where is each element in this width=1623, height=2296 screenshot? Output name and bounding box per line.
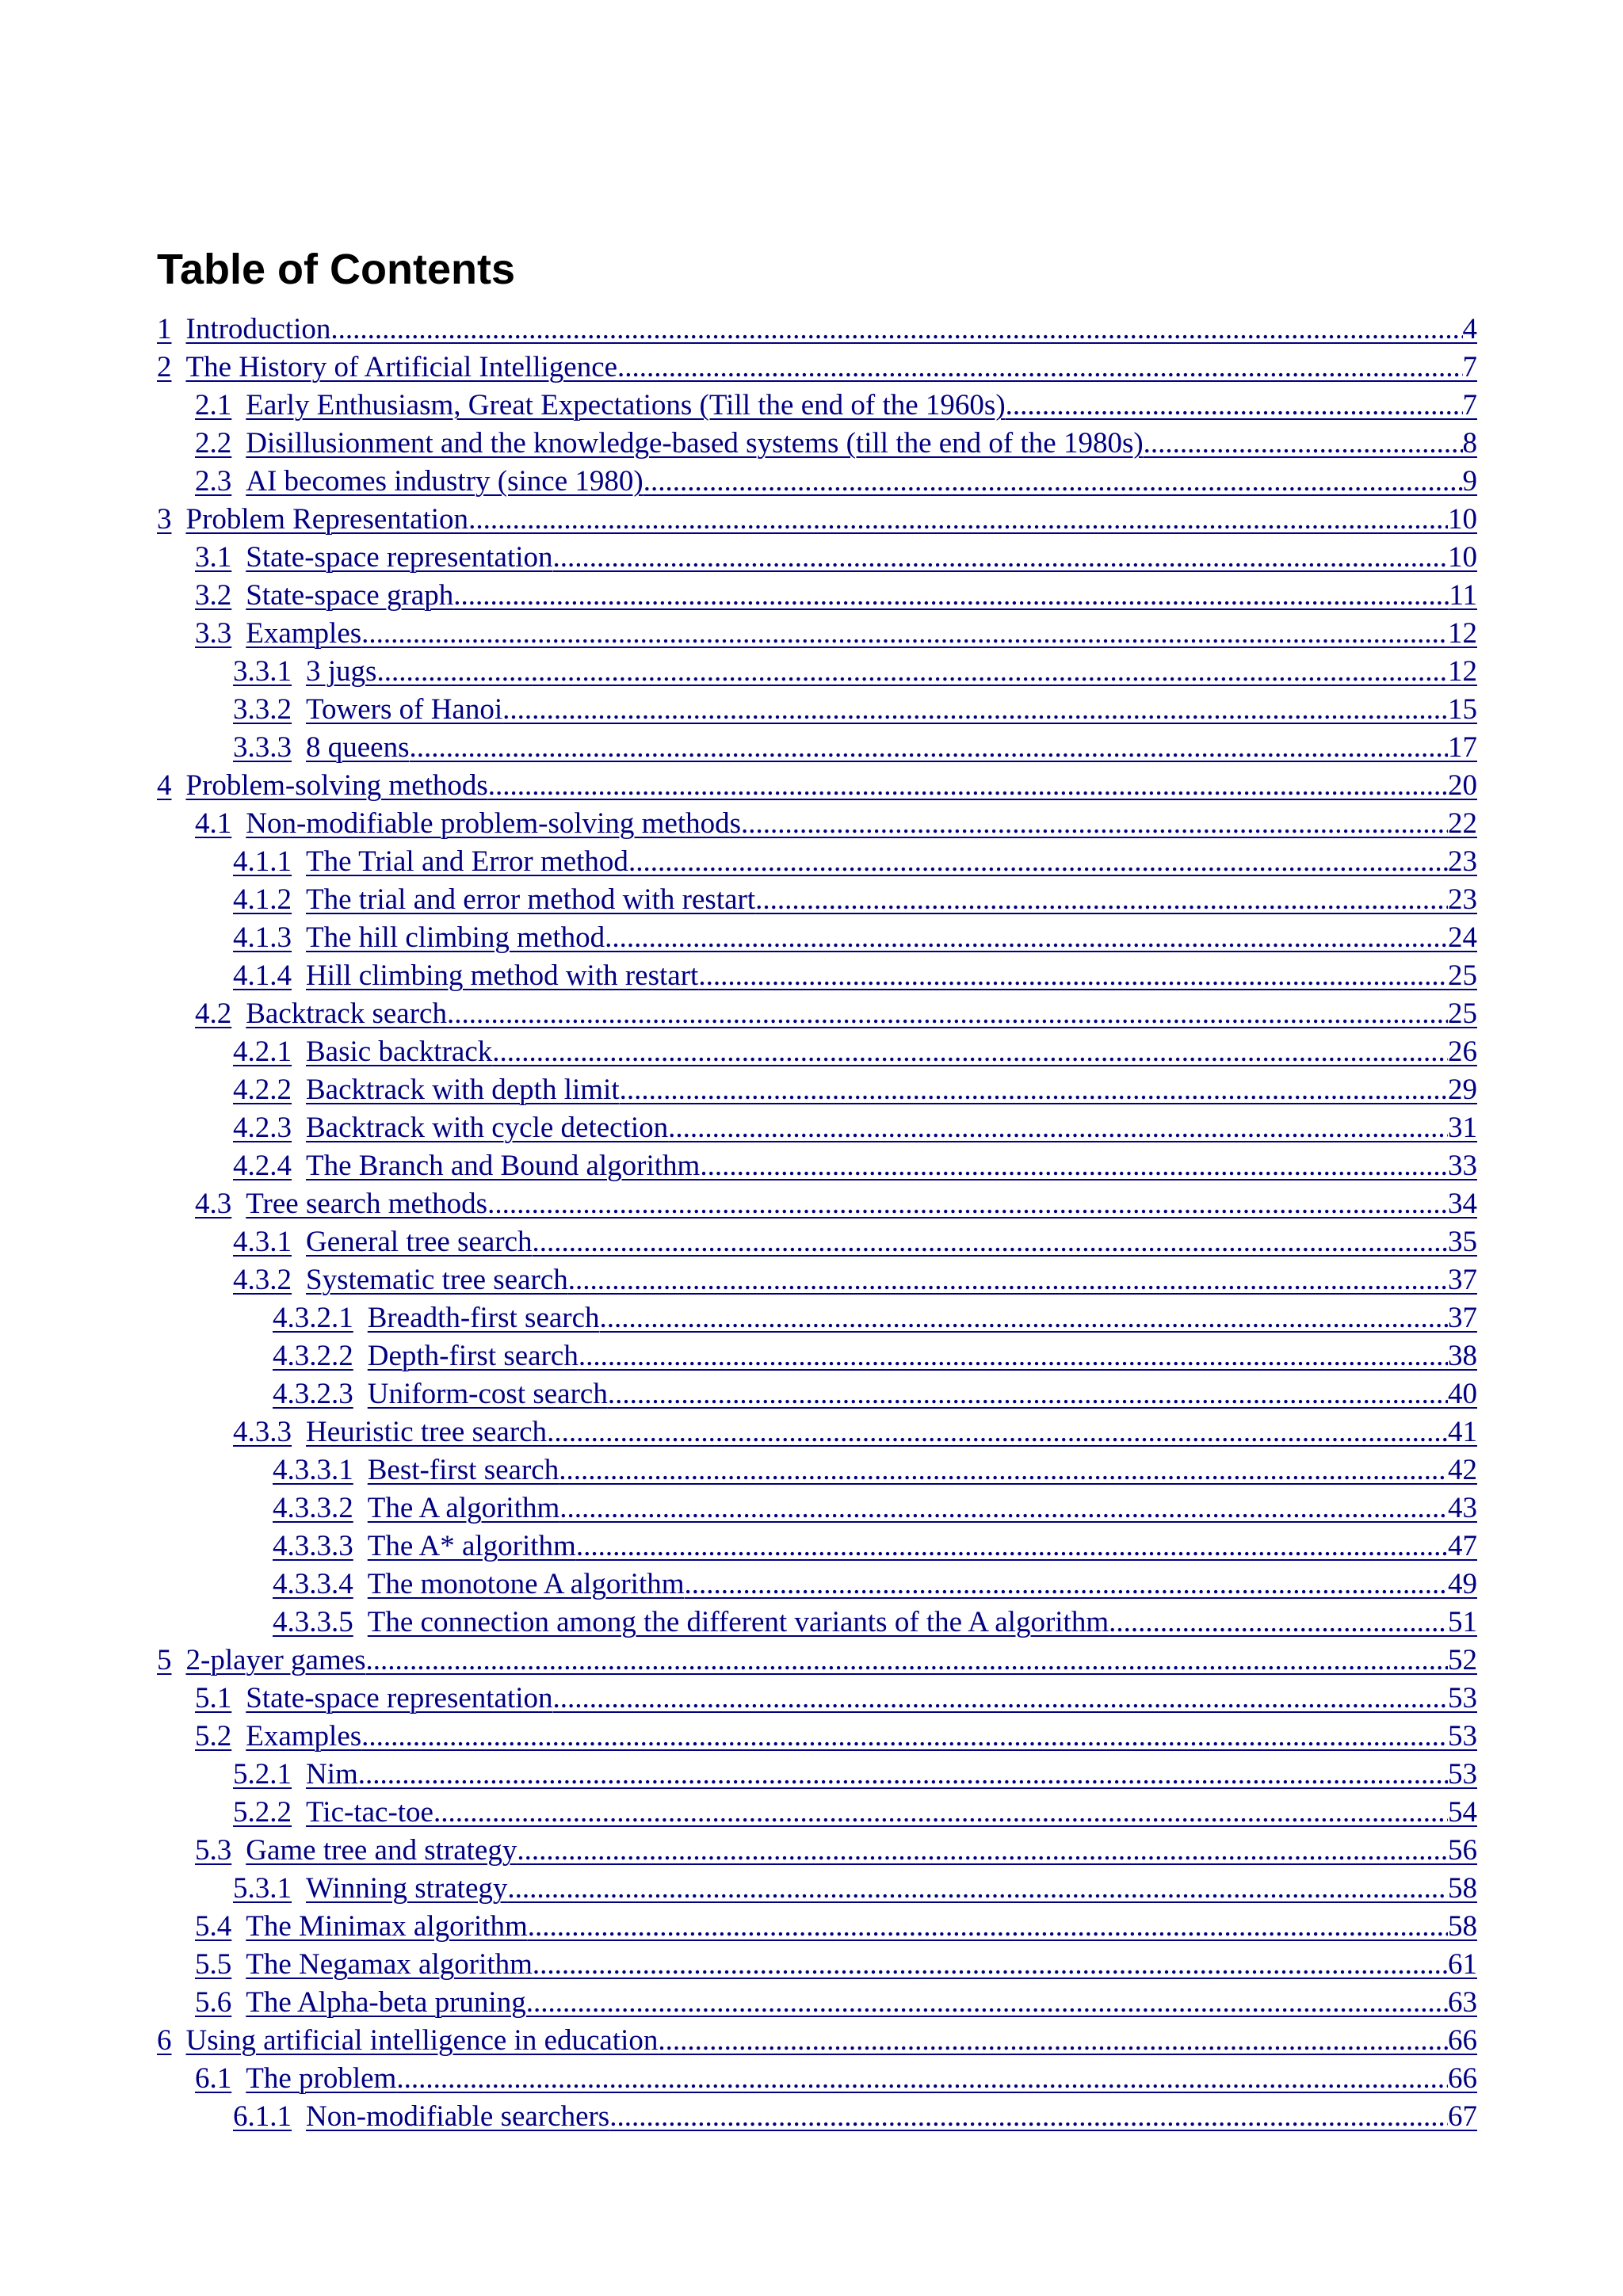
toc-entry-title: Disillusionment and the knowledge-based systems (till the end of the 1980s)	[246, 427, 1144, 460]
toc-entry-number: 3.3.2	[233, 693, 292, 726]
toc-entry[interactable]	[157, 805, 1477, 843]
toc-entry[interactable]	[157, 1223, 1477, 1261]
toc-entry-title: Examples	[246, 1720, 362, 1753]
toc-entry-number: 4.2.2	[233, 1074, 292, 1106]
toc-entry-number: 3.3.1	[233, 655, 292, 688]
toc-entry-page-number: 37	[1448, 1302, 1477, 1334]
toc-entry[interactable]	[157, 387, 1477, 425]
toc-entry-title: Game tree and strategy	[246, 1834, 517, 1867]
toc-entry-title: State-space graph	[246, 579, 454, 612]
toc-entry-number: 4.1	[195, 807, 232, 840]
toc-entry[interactable]	[157, 539, 1477, 577]
toc-entry[interactable]	[157, 691, 1477, 729]
toc-entry[interactable]	[157, 311, 1477, 349]
toc-entry-title: Tic-tac-toe	[306, 1796, 433, 1829]
toc-entry-title: Backtrack with cycle detection	[306, 1112, 669, 1144]
toc-dot-leader	[605, 919, 1448, 957]
toc-entry[interactable]	[157, 1984, 1477, 2022]
toc-entry-page-number: 7	[1462, 351, 1477, 383]
toc-dot-leader	[628, 843, 1448, 881]
toc-entry-title: Using artificial intelligence in education	[185, 2024, 659, 2057]
toc-entry-page-number: 33	[1448, 1150, 1477, 1182]
toc-entry-number: 5.6	[195, 1986, 232, 2019]
toc-dot-leader	[576, 1527, 1448, 1566]
toc-dot-leader	[579, 1337, 1448, 1375]
toc-dot-leader	[528, 1908, 1448, 1946]
toc-entry-title: 3 jugs	[306, 655, 377, 688]
toc-entry-title: Depth-first search	[367, 1340, 579, 1372]
toc-entry-number: 4.2	[195, 997, 232, 1030]
toc-entry-number: 4.3.2	[233, 1264, 292, 1296]
toc-entry-page-number: 23	[1448, 845, 1477, 878]
toc-entry-page-number: 52	[1448, 1644, 1477, 1676]
toc-entry[interactable]	[157, 1527, 1477, 1566]
toc-entry-page-number: 42	[1448, 1454, 1477, 1486]
toc-entry-title: Backtrack with depth limit	[306, 1074, 620, 1106]
toc-dot-leader	[620, 1071, 1448, 1109]
toc-dot-leader	[468, 501, 1448, 539]
toc-dot-leader	[553, 539, 1448, 577]
toc-entry[interactable]	[157, 1756, 1477, 1794]
toc-entry[interactable]	[157, 1451, 1477, 1489]
toc-dot-leader	[668, 1109, 1448, 1147]
toc-entry[interactable]	[157, 1489, 1477, 1527]
toc-entry-page-number: 43	[1448, 1492, 1477, 1524]
toc-dot-leader	[330, 311, 1462, 349]
toc-entry-title: The Branch and Bound algorithm	[306, 1150, 701, 1182]
toc-entry-number: 6	[157, 2024, 172, 2057]
toc-entry-number: 2.2	[195, 427, 232, 460]
toc-entry-title: The A* algorithm	[367, 1530, 576, 1562]
toc-entry-title: Heuristic tree search	[306, 1416, 548, 1448]
toc-entry[interactable]	[157, 995, 1477, 1033]
toc-dot-leader	[526, 1984, 1448, 2022]
toc-entry-title: Problem-solving methods	[185, 769, 488, 802]
toc-entry-number: 3.2	[195, 579, 232, 612]
toc-entry-page-number: 47	[1448, 1530, 1477, 1562]
toc-dot-leader	[1006, 387, 1463, 425]
toc-entry[interactable]	[157, 463, 1477, 501]
toc-entry-page-number: 41	[1448, 1416, 1477, 1448]
toc-entry[interactable]	[157, 1642, 1477, 1680]
toc-entry[interactable]	[157, 1680, 1477, 1718]
toc-title: Table of Contents	[157, 246, 515, 293]
toc-dot-leader	[453, 577, 1449, 615]
toc-entry-number: 3.3	[195, 617, 232, 650]
toc-entry-number: 1	[157, 313, 172, 345]
toc-entry-number: 4.3.3.4	[273, 1568, 353, 1600]
toc-entry[interactable]	[157, 1794, 1477, 1832]
toc-entry-page-number: 56	[1448, 1834, 1477, 1867]
toc-dot-leader	[643, 463, 1463, 501]
toc-entry-number: 4.2.3	[233, 1112, 292, 1144]
toc-entry-number: 5.2	[195, 1720, 232, 1753]
toc-entry-page-number: 67	[1448, 2100, 1477, 2133]
toc-entry-page-number: 37	[1448, 1264, 1477, 1296]
toc-entry-title: The Alpha-beta pruning	[246, 1986, 526, 2019]
toc-entry-number: 4.1.2	[233, 883, 292, 916]
toc-dot-leader	[361, 1718, 1448, 1756]
toc-dot-leader	[410, 729, 1449, 767]
toc-entry-title: The Minimax algorithm	[246, 1910, 528, 1943]
toc-entry-title: AI becomes industry (since 1980)	[246, 465, 643, 498]
toc-entry-title: General tree search	[306, 1226, 533, 1258]
toc-entry[interactable]	[157, 1413, 1477, 1451]
toc-entry-number: 4.1.4	[233, 959, 292, 992]
toc-entry-number: 4.3.3.1	[273, 1454, 353, 1486]
toc-entry-page-number: 24	[1448, 921, 1477, 954]
toc-entry[interactable]	[157, 2098, 1477, 2136]
toc-entry-page-number: 10	[1448, 541, 1477, 574]
toc-entry-title: The trial and error method with restart	[306, 883, 756, 916]
toc-entry-page-number: 58	[1448, 1872, 1477, 1905]
toc-entry-number: 4.2.1	[233, 1035, 292, 1068]
toc-entry-title: Backtrack search	[246, 997, 447, 1030]
toc-entry[interactable]	[157, 615, 1477, 653]
toc-entry-title: Non-modifiable problem-solving methods	[246, 807, 742, 840]
toc-entry-title: The A algorithm	[367, 1492, 560, 1524]
toc-dot-leader	[568, 1261, 1448, 1299]
toc-entry-page-number: 40	[1448, 1378, 1477, 1410]
toc-dot-leader	[617, 349, 1462, 387]
toc-entry-page-number: 49	[1448, 1568, 1477, 1600]
toc-entry-page-number: 61	[1448, 1948, 1477, 1981]
toc-dot-leader	[358, 1756, 1448, 1794]
toc-entry[interactable]	[157, 2060, 1477, 2098]
toc-entry-page-number: 58	[1448, 1910, 1477, 1943]
toc-entry[interactable]	[157, 653, 1477, 691]
toc-entry-number: 4.3.2.3	[273, 1378, 353, 1410]
toc-entry-title: Hill climbing method with restart	[306, 959, 699, 992]
toc-entry-page-number: 29	[1448, 1074, 1477, 1106]
toc-dot-leader	[608, 1375, 1448, 1413]
toc-entry[interactable]	[157, 349, 1477, 387]
toc-dot-leader	[658, 2022, 1448, 2060]
toc-entry-title: The connection among the different variants of the A algorithm	[367, 1606, 1109, 1638]
toc-entry-number: 6.1	[195, 2062, 232, 2095]
toc-entry-title: Problem Representation	[185, 503, 469, 536]
toc-dot-leader	[533, 1223, 1448, 1261]
toc-entry-page-number: 9	[1462, 465, 1477, 498]
toc-entry[interactable]	[157, 1870, 1477, 1908]
toc-dot-leader	[559, 1451, 1448, 1489]
toc-entry-number: 6.1.1	[233, 2100, 292, 2133]
toc-entry[interactable]	[157, 577, 1477, 615]
toc-entry-title: The Negamax algorithm	[246, 1948, 533, 1981]
toc-entry-title: The hill climbing method	[306, 921, 605, 954]
toc-entry-number: 4.3.3.5	[273, 1606, 353, 1638]
toc-entry-page-number: 25	[1448, 997, 1477, 1030]
toc-entry-title: Non-modifiable searchers	[306, 2100, 610, 2133]
toc-entry-page-number: 12	[1448, 655, 1477, 688]
toc-entry-page-number: 7	[1462, 389, 1477, 421]
toc-entry-page-number: 66	[1448, 2062, 1477, 2095]
toc-entry-number: 4.3.2.2	[273, 1340, 353, 1372]
toc-entry-title: The Trial and Error method	[306, 845, 628, 878]
toc-entry-title: State-space representation	[246, 1682, 553, 1714]
toc-dot-leader	[447, 995, 1448, 1033]
toc-dot-leader	[361, 615, 1448, 653]
toc-entry-title: Best-first search	[367, 1454, 559, 1486]
toc-entry-page-number: 31	[1448, 1112, 1477, 1144]
toc-entry-number: 5.1	[195, 1682, 232, 1714]
toc-entry[interactable]	[157, 919, 1477, 957]
toc-entry-page-number: 53	[1448, 1758, 1477, 1791]
toc-entry[interactable]	[157, 1566, 1477, 1604]
toc-entry-page-number: 25	[1448, 959, 1477, 992]
toc-entry[interactable]	[157, 1147, 1477, 1185]
toc-entry-page-number: 11	[1449, 579, 1477, 612]
toc-entry-title: The History of Artificial Intelligence	[185, 351, 618, 383]
toc-entry-title: Basic backtrack	[306, 1035, 493, 1068]
toc-entry-number: 2.3	[195, 465, 232, 498]
toc-dot-leader	[488, 767, 1448, 805]
toc-dot-leader	[685, 1566, 1448, 1604]
toc-entry[interactable]	[157, 1946, 1477, 1984]
toc-entry-title: Examples	[246, 617, 362, 650]
toc-entry[interactable]	[157, 2022, 1477, 2060]
toc-entry[interactable]	[157, 1185, 1477, 1223]
toc-entry[interactable]	[157, 1261, 1477, 1299]
toc-entry[interactable]	[157, 843, 1477, 881]
toc-entry-number: 4.2.4	[233, 1150, 292, 1182]
toc-entry-number: 5.2.1	[233, 1758, 292, 1791]
toc-entry-title: Breadth-first search	[367, 1302, 600, 1334]
toc-entry-page-number: 15	[1448, 693, 1477, 726]
toc-entry[interactable]	[157, 1832, 1477, 1870]
toc-entry-title: Introduction	[185, 313, 331, 345]
toc-entry-title: The problem	[246, 2062, 397, 2095]
toc-dot-leader	[507, 1870, 1448, 1908]
toc-entry-number: 4.3.1	[233, 1226, 292, 1258]
toc-entry[interactable]	[157, 1071, 1477, 1109]
toc-entry-title: Tree search methods	[246, 1188, 488, 1220]
toc-dot-leader	[741, 805, 1448, 843]
toc-dot-leader	[492, 1033, 1448, 1071]
toc-entry-page-number: 35	[1448, 1226, 1477, 1258]
toc-entry[interactable]	[157, 1299, 1477, 1337]
toc-entry-page-number: 22	[1448, 807, 1477, 840]
toc-entry-number: 3	[157, 503, 172, 536]
toc-entry-page-number: 26	[1448, 1035, 1477, 1068]
toc-entry-page-number: 8	[1462, 427, 1477, 460]
toc-entry-page-number: 10	[1448, 503, 1477, 536]
toc-dot-leader	[376, 653, 1448, 691]
toc-dot-leader	[433, 1794, 1448, 1832]
toc-entry[interactable]	[157, 1033, 1477, 1071]
toc-dot-leader	[502, 691, 1448, 729]
toc-list	[157, 311, 1477, 2136]
toc-entry-number: 5.3	[195, 1834, 232, 1867]
toc-entry-number: 5.2.2	[233, 1796, 292, 1829]
toc-dot-leader	[533, 1946, 1448, 1984]
toc-dot-leader	[366, 1642, 1448, 1680]
toc-entry-title: Uniform-cost search	[367, 1378, 608, 1410]
toc-entry-title: 8 queens	[306, 731, 410, 764]
toc-entry-page-number: 38	[1448, 1340, 1477, 1372]
toc-entry-page-number: 20	[1448, 769, 1477, 802]
toc-entry-page-number: 53	[1448, 1682, 1477, 1714]
toc-entry[interactable]	[157, 1337, 1477, 1375]
toc-dot-leader	[1144, 425, 1463, 463]
toc-dot-leader	[487, 1185, 1448, 1223]
toc-entry-number: 4.3.3.2	[273, 1492, 353, 1524]
toc-entry-page-number: 53	[1448, 1720, 1477, 1753]
toc-dot-leader	[559, 1489, 1448, 1527]
toc-entry[interactable]	[157, 1718, 1477, 1756]
toc-entry-number: 4.1.1	[233, 845, 292, 878]
toc-entry-page-number: 12	[1448, 617, 1477, 650]
toc-entry-number: 4.3	[195, 1188, 232, 1220]
toc-entry-number: 5.4	[195, 1910, 232, 1943]
toc-dot-leader	[547, 1413, 1448, 1451]
toc-entry-title: Towers of Hanoi	[306, 693, 503, 726]
toc-entry[interactable]	[157, 881, 1477, 919]
toc-entry[interactable]	[157, 729, 1477, 767]
toc-entry-number: 5	[157, 1644, 172, 1676]
toc-dot-leader	[609, 2098, 1448, 2136]
toc-entry[interactable]	[157, 1604, 1477, 1642]
toc-entry[interactable]	[157, 501, 1477, 539]
toc-entry-number: 4.3.2.1	[273, 1302, 353, 1334]
toc-entry-page-number: 23	[1448, 883, 1477, 916]
toc-dot-leader	[517, 1832, 1448, 1870]
toc-entry-page-number: 4	[1462, 313, 1477, 345]
toc-entry-title: Nim	[306, 1758, 358, 1791]
toc-entry-number: 2	[157, 351, 172, 383]
toc-entry-title: 2-player games	[185, 1644, 366, 1676]
toc-dot-leader	[553, 1680, 1448, 1718]
toc-dot-leader	[755, 881, 1448, 919]
toc-entry-title: State-space representation	[246, 541, 553, 574]
toc-entry[interactable]	[157, 1109, 1477, 1147]
toc-entry-page-number: 17	[1448, 731, 1477, 764]
toc-entry-number: 3.3.3	[233, 731, 292, 764]
toc-entry[interactable]	[157, 1375, 1477, 1413]
toc-entry-page-number: 51	[1448, 1606, 1477, 1638]
toc-dot-leader	[700, 1147, 1448, 1185]
toc-entry-number: 4.3.3	[233, 1416, 292, 1448]
toc-entry-title: Early Enthusiasm, Great Expectations (Till the end of the 1960s)	[246, 389, 1006, 421]
toc-entry-page-number: 63	[1448, 1986, 1477, 2019]
toc-dot-leader	[600, 1299, 1448, 1337]
toc-entry-number: 5.5	[195, 1948, 232, 1981]
toc-entry-page-number: 54	[1448, 1796, 1477, 1829]
toc-entry-title: Systematic tree search	[306, 1264, 568, 1296]
toc-entry-number: 3.1	[195, 541, 232, 574]
toc-entry-page-number: 66	[1448, 2024, 1477, 2057]
toc-entry-title: Winning strategy	[306, 1872, 508, 1905]
toc-entry-number: 2.1	[195, 389, 232, 421]
toc-entry[interactable]	[157, 1908, 1477, 1946]
toc-dot-leader	[396, 2060, 1448, 2098]
toc-entry-number: 4	[157, 769, 172, 802]
toc-entry-number: 4.1.3	[233, 921, 292, 954]
toc-entry-page-number: 34	[1448, 1188, 1477, 1220]
toc-dot-leader	[1109, 1604, 1448, 1642]
toc-entry[interactable]	[157, 957, 1477, 995]
toc-entry[interactable]	[157, 425, 1477, 463]
toc-entry-number: 4.3.3.3	[273, 1530, 353, 1562]
toc-entry-title: The monotone A algorithm	[367, 1568, 685, 1600]
toc-entry-number: 5.3.1	[233, 1872, 292, 1905]
toc-dot-leader	[698, 957, 1448, 995]
toc-entry[interactable]	[157, 767, 1477, 805]
